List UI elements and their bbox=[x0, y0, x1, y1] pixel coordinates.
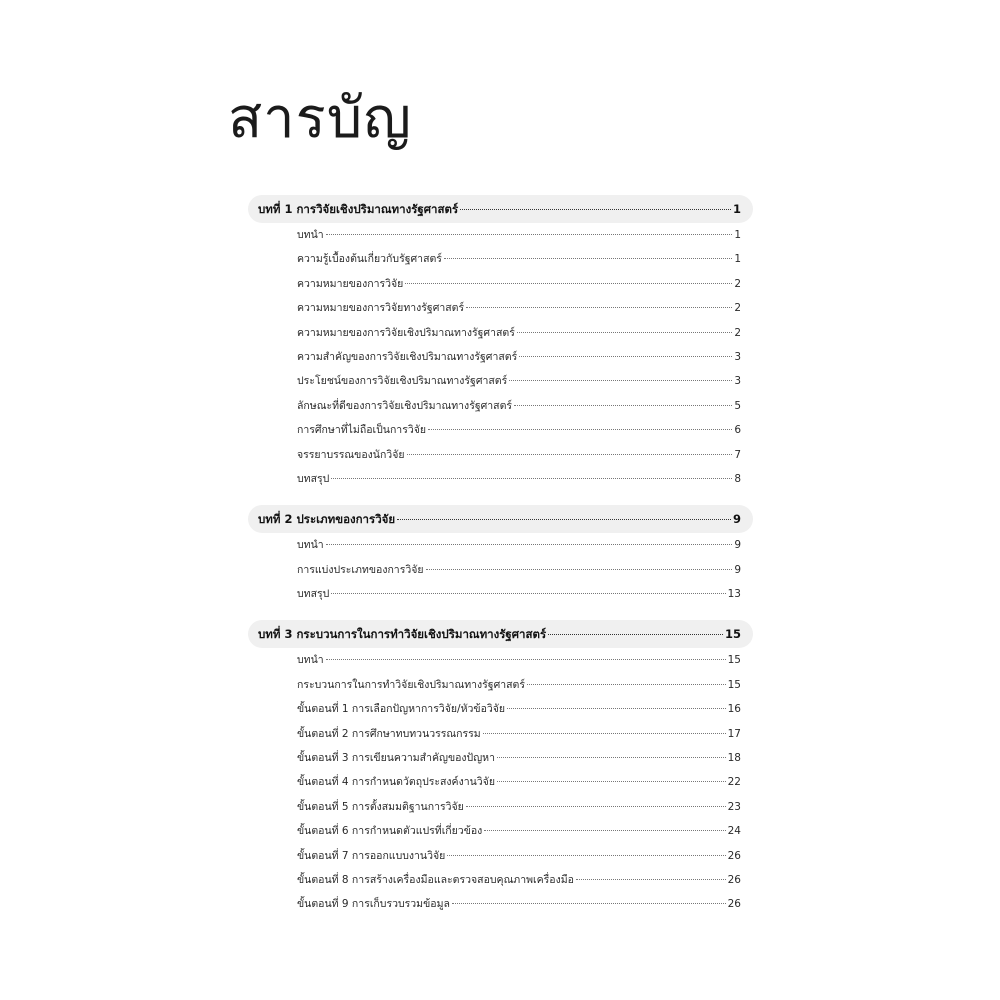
page-number: 9 bbox=[732, 512, 741, 527]
dot-leader bbox=[576, 879, 726, 880]
page-number: 26 bbox=[727, 898, 741, 911]
page-number: 15 bbox=[724, 627, 741, 642]
entry-label: ความหมายของการวิจัย bbox=[297, 277, 404, 290]
page-number: 8 bbox=[734, 472, 741, 485]
entry-label: บทนำ bbox=[297, 654, 324, 667]
page-number: 9 bbox=[734, 563, 741, 576]
chapter-3 bbox=[248, 620, 753, 916]
toc-entry[interactable] bbox=[248, 868, 753, 892]
toc-entry[interactable] bbox=[248, 892, 753, 916]
entry-label: จรรยาบรรณของนักวิจัย bbox=[297, 448, 405, 461]
chapter-heading[interactable] bbox=[248, 620, 753, 648]
chapter-title: บทที่ 1 การวิจัยเชิงปริมาณทางรัฐศาสตร์ bbox=[258, 202, 459, 216]
dot-leader bbox=[444, 258, 732, 259]
dot-leader bbox=[460, 209, 731, 210]
toc-entry[interactable] bbox=[248, 369, 753, 393]
dot-leader bbox=[483, 733, 726, 734]
page-number: 6 bbox=[734, 424, 741, 437]
entry-label: ขั้นตอนที่ 1 การเลือกปัญหาการวิจัย/หัวข้อวิจัย bbox=[297, 703, 506, 716]
toc-entry[interactable] bbox=[248, 819, 753, 843]
page-number: 3 bbox=[734, 375, 741, 388]
toc-entry[interactable] bbox=[248, 795, 753, 819]
toc-entry[interactable] bbox=[248, 296, 753, 320]
toc-entry[interactable] bbox=[248, 443, 753, 467]
toc-entry[interactable] bbox=[248, 648, 753, 672]
page-number: 17 bbox=[727, 727, 741, 740]
toc-entry[interactable] bbox=[248, 844, 753, 868]
entry-label: บทสรุป bbox=[297, 472, 330, 485]
page-number: 5 bbox=[734, 399, 741, 412]
chapter-2 bbox=[248, 505, 753, 606]
dot-leader bbox=[326, 544, 733, 545]
entry-label: ลักษณะที่ดีของการวิจัยเชิงปริมาณทางรัฐศาสตร์ bbox=[297, 399, 513, 412]
toc-entry[interactable] bbox=[248, 558, 753, 582]
toc-entry[interactable] bbox=[248, 345, 753, 369]
toc-entry[interactable] bbox=[248, 746, 753, 770]
entry-label: ขั้นตอนที่ 4 การกำหนดวัตถุประสงค์งานวิจัย bbox=[297, 776, 495, 789]
dot-leader bbox=[331, 478, 732, 479]
entry-label: ขั้นตอนที่ 6 การกำหนดตัวแปรที่เกี่ยวข้อง bbox=[297, 825, 483, 838]
dot-leader bbox=[426, 569, 733, 570]
dot-leader bbox=[452, 903, 726, 904]
dot-leader bbox=[407, 454, 733, 455]
entry-label: การศึกษาที่ไม่ถือเป็นการวิจัย bbox=[297, 424, 427, 437]
page-number: 24 bbox=[727, 825, 741, 838]
toc-entry[interactable] bbox=[248, 321, 753, 345]
page-number: 22 bbox=[727, 776, 741, 789]
dot-leader bbox=[509, 380, 732, 381]
toc-entry[interactable] bbox=[248, 770, 753, 794]
dot-leader bbox=[326, 659, 726, 660]
dot-leader bbox=[466, 307, 732, 308]
page-number: 23 bbox=[727, 800, 741, 813]
toc-entry[interactable] bbox=[248, 418, 753, 442]
page-number: 9 bbox=[734, 539, 741, 552]
chapter-title: บทที่ 2 ประเภทของการวิจัย bbox=[258, 512, 396, 527]
dot-leader bbox=[507, 708, 726, 709]
entry-label: ขั้นตอนที่ 2 การศึกษาทบทวนวรรณกรรม bbox=[297, 727, 481, 740]
toc-entry[interactable] bbox=[248, 272, 753, 296]
toc-entry[interactable] bbox=[248, 247, 753, 271]
dot-leader bbox=[484, 830, 725, 831]
dot-leader bbox=[326, 234, 733, 235]
page-title: สารบัญ bbox=[228, 86, 412, 151]
toc-entry[interactable] bbox=[248, 582, 753, 606]
dot-leader bbox=[428, 429, 732, 430]
page-number: 2 bbox=[734, 277, 741, 290]
page-number: 26 bbox=[727, 849, 741, 862]
entry-label: ความหมายของการวิจัยทางรัฐศาสตร์ bbox=[297, 302, 465, 315]
entry-label: ขั้นตอนที่ 8 การสร้างเครื่องมือและตรวจสอบคุณภาพเครื่องมือ bbox=[297, 873, 574, 886]
entry-label: ขั้นตอนที่ 9 การเก็บรวบรวมข้อมูล bbox=[297, 898, 450, 911]
page-number: 3 bbox=[734, 350, 741, 363]
toc-entry[interactable] bbox=[248, 533, 753, 557]
page-number: 1 bbox=[734, 253, 741, 266]
dot-leader bbox=[517, 332, 732, 333]
entry-label: บทสรุป bbox=[297, 588, 330, 601]
page-number: 1 bbox=[732, 202, 741, 216]
entry-label: ความรู้เบื้องต้นเกี่ยวกับรัฐศาสตร์ bbox=[297, 253, 442, 266]
entry-label: บทนำ bbox=[297, 539, 324, 552]
page-number: 16 bbox=[727, 703, 741, 716]
dot-leader bbox=[497, 781, 726, 782]
entry-label: บทนำ bbox=[297, 229, 324, 241]
toc-entry[interactable] bbox=[248, 673, 753, 697]
dot-leader bbox=[331, 593, 725, 594]
dot-leader bbox=[447, 855, 725, 856]
page-number: 18 bbox=[727, 752, 741, 765]
chapter-title: บทที่ 3 กระบวนการในการทำวิจัยเชิงปริมาณทางรัฐศาสตร์ bbox=[258, 627, 547, 642]
dot-leader bbox=[497, 757, 726, 758]
toc-entry[interactable] bbox=[248, 722, 753, 746]
entry-label: ประโยชน์ของการวิจัยเชิงปริมาณทางรัฐศาสตร์ bbox=[297, 375, 508, 388]
table-of-contents bbox=[248, 195, 753, 931]
toc-entry[interactable] bbox=[248, 223, 753, 247]
entry-label: ความหมายของการวิจัยเชิงปริมาณทางรัฐศาสตร์ bbox=[297, 326, 515, 339]
dot-leader bbox=[548, 634, 723, 635]
chapter-heading[interactable] bbox=[248, 195, 753, 223]
chapter-heading[interactable] bbox=[248, 505, 753, 533]
page-number: 26 bbox=[727, 873, 741, 886]
entry-label: กระบวนการในการทำวิจัยเชิงปริมาณทางรัฐศาสตร์ bbox=[297, 678, 525, 691]
entry-label: ความสำคัญของการวิจัยเชิงปริมาณทางรัฐศาสตร์ bbox=[297, 350, 518, 363]
entry-label: ขั้นตอนที่ 7 การออกแบบงานวิจัย bbox=[297, 849, 446, 862]
dot-leader bbox=[514, 405, 732, 406]
toc-entry[interactable] bbox=[248, 467, 753, 491]
dot-leader bbox=[405, 283, 732, 284]
dot-leader bbox=[466, 806, 726, 807]
page-number: 15 bbox=[727, 678, 741, 691]
entry-label: การแบ่งประเภทของการวิจัย bbox=[297, 563, 424, 576]
chapter-1 bbox=[248, 195, 753, 491]
dot-leader bbox=[519, 356, 732, 357]
dot-leader bbox=[397, 519, 731, 520]
page-number: 7 bbox=[734, 448, 741, 461]
entry-label: ขั้นตอนที่ 3 การเขียนความสำคัญของปัญหา bbox=[297, 752, 495, 765]
page-number: 13 bbox=[727, 588, 741, 601]
page-number: 1 bbox=[734, 229, 741, 241]
dot-leader bbox=[527, 684, 726, 685]
page-number: 2 bbox=[734, 326, 741, 339]
toc-entry[interactable] bbox=[248, 697, 753, 721]
page-number: 15 bbox=[727, 654, 741, 667]
page-number: 2 bbox=[734, 302, 741, 315]
toc-entry[interactable] bbox=[248, 394, 753, 418]
entry-label: ขั้นตอนที่ 5 การตั้งสมมติฐานการวิจัย bbox=[297, 800, 464, 813]
